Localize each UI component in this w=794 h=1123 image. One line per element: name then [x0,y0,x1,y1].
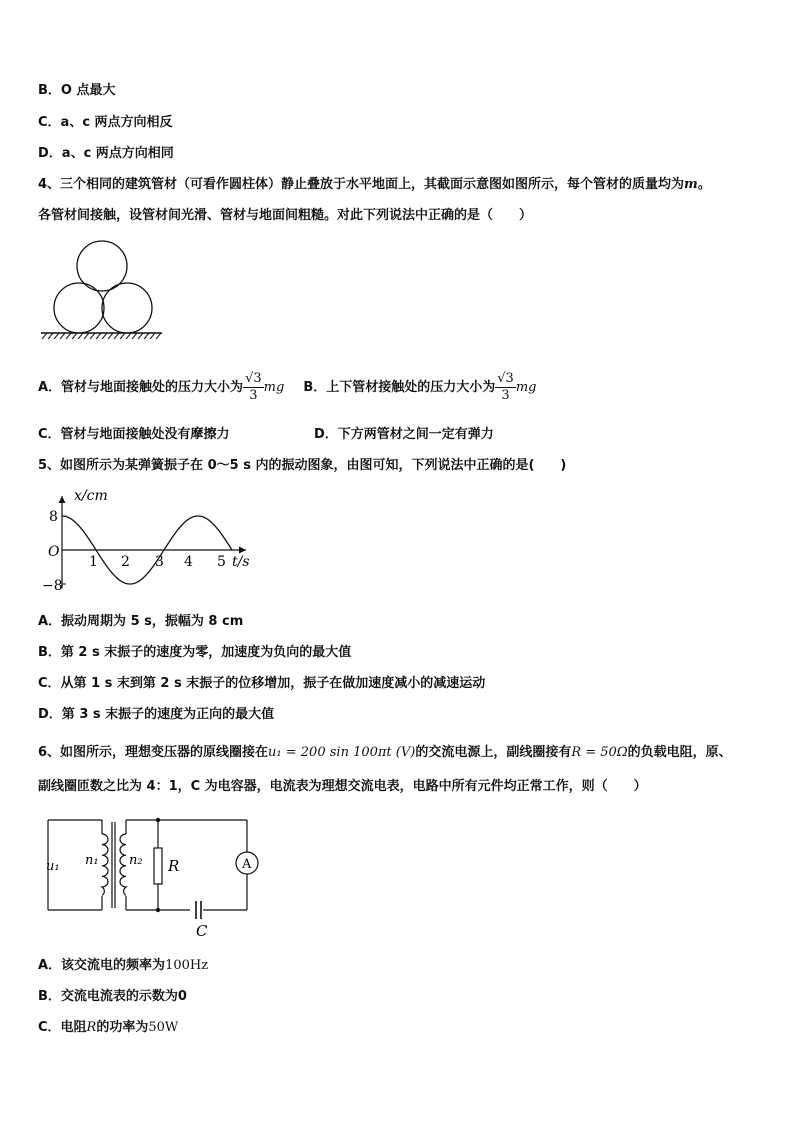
q5-option-a: A．振动周期为 5 s，振幅为 8 cm [38,614,244,629]
q3-option-b: B．O 点最大 [38,83,116,98]
resistor [154,848,162,884]
q6-option-c-R: R [86,1020,97,1035]
junction-top [156,818,160,822]
bottom-right-pipe [102,283,152,333]
q4-option-b-fraction [495,371,516,404]
q4-stem-line2: 各管材间接触，设管材间光滑、管材与地面间粗糙。对此下列说法中正确的是（ ） [38,208,533,223]
q6-option-c [38,1019,178,1037]
label-R: R [168,857,180,875]
y-tick-label-8: 8 [49,509,58,525]
y-axis-label: x/cm [74,488,108,504]
fraction-numerator: √3 [245,371,262,386]
bottom-left-pipe [54,283,104,333]
q5-oscillation-graph [40,484,272,596]
q4-option-c: C．管材与地面接触处没有摩擦力 [38,427,230,442]
label-u1: u₁ [46,859,60,874]
q4-stem-text: 4、三个相同的建筑管材（可看作圆柱体）静止叠放于水平地面上，其截面示意图如图所示，每个管材的质量均为 [38,177,685,192]
q6-stem-c: 的负载电阻，原、 [627,745,732,760]
q6-option-a [38,957,208,975]
fraction-denominator: 3 [501,388,510,403]
q4-option-a-mg: mg [263,380,285,395]
x-tick-label-1: 1 [89,554,98,570]
secondary-coil [120,834,126,895]
q6-stem-line1 [38,744,732,762]
x-tick-label-5: 5 [217,554,226,570]
q6-voltage-expression: u₁ = 200 sin 100πt (V) [268,745,416,760]
q4-option-a-prefix: A．管材与地面接触处的压力大小为 [38,380,244,395]
q5-stem: 5、如图所示为某弹簧振子在 0～5 s 内的振动图象，由图可知，下列说法中正确的是( ) [38,458,567,473]
q6-circuit-diagram [40,812,270,942]
q4-option-d: D．下方两管材之间一定有弹力 [314,427,494,442]
q5-option-c: C．从第 1 s 末到第 2 s 末振子的位移增加，振子在做加速度减小的减速运动 [38,676,486,691]
q6-stem-line2: 副线圈匝数之比为 4：1，C 为电容器，电流表为理想交流电表，电路中所有元件均正常工作，则（ ） [38,779,647,794]
q5-option-d: D．第 3 s 末振子的速度为正向的最大值 [38,707,275,722]
q5-option-b: B．第 2 s 末振子的速度为零，加速度为负向的最大值 [38,645,352,660]
x-axis-label: t/s [232,554,250,570]
fraction-denominator: 3 [249,388,258,403]
q4-mass-symbol: m [684,177,698,192]
label-C: C [196,922,208,940]
origin-label: O [48,544,60,560]
q3-option-c: C．a、c 两点方向相反 [38,115,173,130]
fraction-numerator: √3 [497,371,514,386]
q4-pipes-figure [36,236,166,342]
x-tick-label-4: 4 [184,554,193,570]
label-n2: n₂ [129,853,143,868]
q4-option-b-mg: mg [515,380,537,395]
label-A: A [242,857,252,872]
q6-option-b: B．交流电流表的示数为0 [38,989,187,1004]
y-tick-label-neg8: −8 [42,578,63,594]
q6-stem-a: 6、如图所示，理想变压器的原线圈接在 [38,745,269,760]
q6-option-a-prefix: A．该交流电的频率为 [38,958,166,973]
q4-option-b-prefix: B．上下管材接触处的压力大小为 [303,380,496,395]
q4-stem-end: 。 [697,177,711,192]
q6-stem-b: 的交流电源上，副线圈接有 [415,745,572,760]
x-tick-label-3: 3 [155,554,164,570]
junction-bottom [156,908,160,912]
q6-option-c-mid: 的功率为 [96,1020,149,1035]
q4-option-a-fraction [243,371,264,404]
q4-stem-line1 [38,176,711,194]
q6-resistor-expression: R = 50Ω [571,745,628,760]
x-tick-label-2: 2 [121,554,130,570]
primary-coil [102,834,108,895]
q6-option-c-prefix: C．电阻 [38,1020,87,1035]
ground-hatching [42,333,161,339]
q6-option-a-value: 100Hz [165,958,209,973]
q6-option-c-value: 50W [148,1020,179,1035]
label-n1: n₁ [85,853,99,868]
q3-option-d: D．a、c 两点方向相同 [38,146,174,161]
q4-options-ab [38,368,536,408]
